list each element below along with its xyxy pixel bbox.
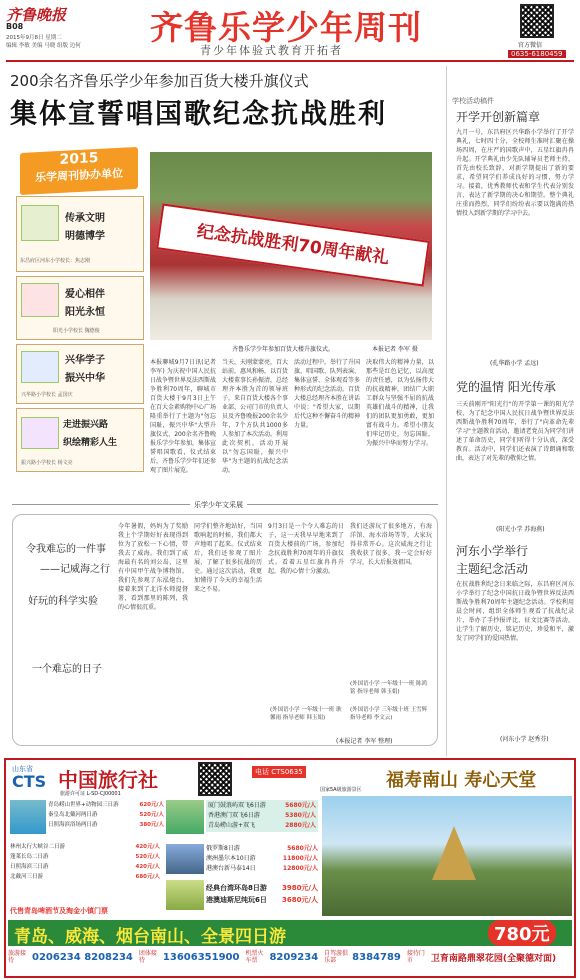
route-name: 日照海滨浴场两日游 (48, 822, 98, 828)
contact-label: 自驾游俱乐部 (324, 950, 349, 964)
route-item (208, 811, 316, 821)
route-item (10, 842, 160, 852)
route-item (206, 894, 318, 906)
school-emblem-icon (21, 417, 59, 449)
route-item (10, 862, 160, 872)
contact-label: 机票火车票 (245, 950, 264, 964)
contact-label: 团体接待 (138, 950, 157, 964)
lead-body-column: 本报聊城9月7日讯(记者 李军) 为庆祝中国人民抗日战争暨世界反法西斯战争胜利70周年，聊城市百货大楼于9月3日上午在百大金素购物中心广场隆重举行了主题为"勿忘国耻，振兴中华"大型升旗仪式，200余名齐鲁晚报乐学少年参加，集体宣誓唱国歌看，仪式结束后，齐鲁乐学少年们还参观了图片展览。 (150, 359, 216, 474)
scenic-photo (322, 796, 572, 916)
contact-item (245, 950, 318, 964)
route-item (48, 810, 164, 820)
badge-year: 2015 (59, 149, 99, 169)
wechat-qr-code (520, 4, 554, 38)
route-price: 3980元/人 (281, 884, 318, 892)
lead-kicker: 200余名齐鲁乐学少年参加百货大楼升旗仪式 (10, 72, 309, 90)
essay-title: 一个难忘的日子 (32, 664, 102, 675)
ad-license: 旅游许可证 L-SD-CJ00001 (60, 791, 121, 797)
route-list (10, 842, 160, 882)
essay-byline: (外国语小学 三年级十班 王雪辉 指导老师 李文云) (350, 707, 428, 721)
sponsor-slogan: 兴华学子 (65, 355, 105, 366)
scenic-title: 福寿南山 寿心天堂 (386, 770, 537, 791)
route-item (206, 882, 318, 894)
route-price: 420元/人 (135, 844, 160, 850)
sponsor-slogan: 明德博学 (65, 231, 105, 242)
essay-column: 今年暑假，妈妈为了奖励我上个学期好好表现得到位为了放松一下心情，带我去了威海。我们到了威海最有名的刘公岛，这里有中国甲午战争博物馆。我们先参观了东泓炮台，接着来到了北洋水师提督署，看到那里的陈列，我的心情很沉重。 (118, 523, 188, 611)
route-list (206, 882, 318, 906)
route-item (48, 820, 164, 830)
article-headline: 党的温情 阳光传承 (456, 380, 556, 394)
ad-brand: CTS (12, 772, 47, 791)
route-price: 680元/人 (135, 874, 160, 880)
article-body: 在抗战胜利纪念日来临之际，东昌府区河东小学举行了纪念中国抗日战争暨世界反法西斯战争胜利70周年主题纪念活动。学校利用晨会时间，组织全体师生观看了抗战纪录片，举办了手抄报评比、征文比赛等活动，让学生了解历史，铭记历史，珍爱和平，激发了同学们的爱国热情。 (456, 581, 574, 642)
essay-byline: (外国语小学 一年级十一班 陈鸿铭 指导老师 韩玉娟) (350, 681, 428, 695)
essay-column: 同学们整齐地站好，当国歌响起的时候，我们都大声地唱了起来。仪式结束后，我们还参观了图片展，了解了很多抗战的历史。通过这次活动，我更加懂得了今天的幸福生活来之不易。 (194, 523, 262, 593)
route-name: 经典台湾环岛8日游 (206, 884, 267, 892)
contact-value: 8209234 (269, 951, 319, 963)
contact-label: 旅游接待 (8, 950, 27, 964)
route-price: 520元/人 (135, 854, 160, 860)
article-credit: (阳光小学 苏海燕) (496, 526, 545, 533)
route-name: 澳洲墨尔本10日游 (206, 855, 256, 862)
column-divider (446, 66, 447, 756)
contact-item (324, 950, 401, 964)
masthead-title: 齐鲁乐学少年周刊 (150, 8, 422, 47)
contact-value: 13606351900 (162, 951, 240, 963)
route-name: 日照海滨三日游 (10, 864, 49, 870)
route-name: 港澳台新马泰14日 (206, 865, 256, 872)
photo-banner: 纪念抗战胜利70周年献礼 (156, 203, 430, 286)
paper-logo: 齐鲁晚报 (6, 6, 67, 24)
route-price: 2880元/人 (285, 822, 316, 829)
contact-value: 8384789 (352, 951, 401, 963)
route-name: 秦皇岛北戴河两日游 (48, 812, 98, 818)
school-emblem-icon (21, 351, 59, 383)
lead-body-column: 决取伟大的精神力量，以那些是红色记忆，以高度的责任感，以为弘扬伟大的抗战精神，团结广大职工群众与坚强不屈的抗战英雄们战斗的精神，让我们的团队更加勇敢，更加富有战斗力。希望小朋友们牢记历史，勿忘国耻，为振兴中华而努力学习。 (366, 359, 434, 447)
route-name: 蓬莱长岛二日游 (10, 854, 49, 860)
contact-value: 0206234 8208234 (32, 951, 133, 963)
sponsor-slogan: 爱心相伴 (65, 289, 105, 300)
photo-credit: 本报记者 李军 摄 (372, 346, 418, 353)
bottom-price: 780元 (488, 920, 556, 946)
lead-photo (150, 152, 432, 340)
sponsor-card (16, 276, 144, 340)
contact-label: 接待门市 (406, 950, 425, 964)
route-photo (166, 844, 204, 874)
essay-title: 好玩的科学实验 (28, 596, 98, 607)
essay-subtitle: ——记威海之行 (40, 564, 110, 575)
route-price: 380元/人 (139, 822, 164, 828)
sponsor-org: 振兴路小学校长 杨文亮 (21, 460, 73, 466)
school-emblem-icon (21, 205, 59, 241)
editors-line: 编辑 李敏 美编 马晓 组版 边何 (6, 43, 81, 49)
route-list (206, 844, 318, 874)
route-item (208, 801, 316, 811)
contact-row (8, 950, 572, 964)
article-headline: 河东小学举行 主题纪念活动 (456, 544, 529, 576)
sponsor-badge (20, 147, 138, 195)
sponsor-slogan: 走进振兴路 (63, 420, 109, 430)
route-price: 11800元/人 (282, 855, 318, 862)
sponsor-org: 兴华路小学校长 孟国庆 (21, 392, 73, 398)
route-list (48, 800, 164, 830)
header-rule (6, 60, 574, 62)
ad-brand-cn: 山东省 (12, 765, 33, 773)
route-item (10, 852, 160, 862)
lead-body-column: 活动过程中，举行了升国旗、唱国歌、队列表演、集体宣誓、全体观看等多种形式的纪念活动。百货大楼总经理齐本胜在讲话中说："希望大家，以期后代这种不懈奋斗的精神力量。 (294, 359, 360, 429)
route-name: 厦门鼓浪屿双飞6日游 (208, 802, 266, 809)
route-item (208, 821, 316, 831)
essay-title: 令我难忘的一件事 (26, 544, 106, 555)
contact-item (139, 950, 240, 964)
route-price: 5680元/人 (287, 845, 318, 852)
route-price: 5380元/人 (285, 812, 316, 819)
essay-column: 9月3日是一个令人难忘的日子，这一天我早早地来到了百货大楼前的广场，参加纪念抗战胜利70周年的升旗仪式。看着五星红旗冉冉升起，我的心情十分激动。 (268, 523, 344, 575)
route-photo (166, 800, 204, 834)
route-name: 北戴河三日游 (10, 874, 44, 880)
route-photo (166, 880, 204, 910)
wechat-label: 官方微信 (518, 42, 543, 49)
tagline: 青少年体验式教育开拓者 (200, 44, 343, 57)
essay-column: 我们还游玩了很多地方，有海洋馆、海水浴场等等，大家玩得非常开心。这次威海之行让我收获了很多，我一定会好好学习，长大后报效祖国。 (350, 523, 432, 566)
ad-company: 中国旅行社 (58, 768, 158, 792)
sponsor-card (16, 196, 144, 272)
section-editor: (本报记者 李军 整理) (336, 738, 393, 745)
sponsor-slogan: 阳光永恒 (65, 307, 105, 318)
route-price: 5680元/人 (285, 802, 316, 809)
column-tag: 学校活动稿件 (452, 97, 494, 105)
route-item (206, 854, 318, 864)
route-price: 520元/人 (139, 812, 164, 818)
route-item (10, 872, 160, 882)
ad-special: 代售青岛啤酒节及淘金小镇门票 (10, 907, 108, 915)
route-item (206, 864, 318, 874)
sponsor-org: 东昌府区河东小学校长：焦志刚 (20, 258, 91, 264)
route-photo (10, 800, 46, 834)
sponsor-card (16, 344, 144, 404)
photo-caption: 齐鲁乐学少年参加百货大楼升旗仪式。 (232, 346, 335, 353)
lead-body-column: 当天，天刚蒙蒙亮，百大站前，惠风和畅，以百货大楼董事长孙振清，总经理齐本胜为首的领导班子，来自百货大楼各个事业部、公司门市的负责人员及齐鲁晚报200余名少年，7个方队共1000多人参加了本次活动。利用此次契机，活动开展以"勿忘国耻，振兴中华"为主题的抗战纪念活动。 (222, 359, 288, 474)
route-name: 林州太行大峡谷二日游 (10, 844, 66, 850)
article-headline: 开学开创新篇章 (456, 110, 541, 124)
bottom-banner-text: 青岛、威海、烟台南山、全景四日游 (14, 927, 286, 947)
essay-byline: (外国语小学 一年级十一班 耿馨雨 指导老师 韩玉娟) (270, 707, 342, 721)
statue-icon (432, 826, 476, 880)
route-price: 620元/人 (139, 802, 164, 808)
route-item (206, 844, 318, 854)
contact-value: 卫育南路鼎翠花园(全聚德对面) (430, 953, 557, 964)
route-name: 青岛崂山游+双飞 (208, 822, 256, 829)
date-line: 2015年9月8日 星期二 (6, 35, 62, 41)
route-name: 青岛崂山世界+动物园三日游 (48, 802, 119, 808)
sponsor-org: 阳光小学校长 魏德俊 (53, 328, 100, 334)
route-price: 12800元/人 (282, 865, 318, 872)
route-name: 香港澳门双飞6日游 (208, 812, 260, 819)
heart-icon (21, 283, 59, 317)
sponsor-slogan: 传承文明 (65, 213, 105, 224)
contact-item (8, 950, 133, 964)
sponsor-card (16, 408, 144, 472)
route-name: 港澳迪斯尼纯玩6日 (206, 896, 267, 904)
badge-title: 乐学周刊协办单位 (35, 166, 123, 185)
sponsor-slogan: 振兴中华 (65, 373, 105, 384)
page-number: B08 (6, 22, 24, 31)
hotline: 0635-6180459 (508, 50, 566, 58)
contact-item (407, 950, 556, 964)
route-item (48, 800, 164, 810)
article-credit: (孔华路小学 孟远) (490, 360, 539, 367)
article-body: 九月一号，东昌府区兴华路小学举行了开学典礼，七时四十分，全校师生准时汇聚在操场四周，在庄严的国歌声中，五星红旗冉冉升起。开学典礼由少先队辅导员老师主持，首先由校长致辞，对新学期提出了新的要求，希望同学们养成良好的习惯，努力学习。接着，优秀教师代表和学生代表分别发言，表达了新学期的决心和期望。整个典礼庄重而热烈，同学们纷纷表示要以饱满的热情投入到新学期的学习中去。 (456, 129, 574, 217)
route-name: 俄罗斯8日游 (206, 845, 240, 852)
article-credit: (河东小学 赵秀芬) (500, 736, 549, 743)
route-list (206, 800, 318, 832)
sponsor-list (16, 196, 144, 472)
section-title: 乐学少年文采展 (190, 500, 247, 510)
ad-phone-badge: 电话 CTS0635 (252, 766, 306, 778)
article-body: 三天前刚开"阳光行"的开学第一课的阳光学校，为了纪念中国人民抗日战争暨世界反法西斯战争胜利70周年，举行了"向革命先辈学习"主题教育活动，邀请老党员为同学们讲述了革命历史，同学们听得十分认真，深受教育。活动中，同学们还表演了诗朗诵和歌曲，表达了对先辈的敬仰之情。 (456, 401, 574, 462)
ad-qr-code (198, 762, 232, 796)
route-price: 3680元/人 (281, 896, 318, 904)
lead-headline: 集体宣誓唱国歌纪念抗战胜利 (10, 99, 387, 130)
route-price: 420元/人 (135, 864, 160, 870)
sponsor-slogan: 织绘精彩人生 (63, 438, 118, 448)
scenic-subtitle: 国家5A级旅游景区 (320, 787, 362, 793)
